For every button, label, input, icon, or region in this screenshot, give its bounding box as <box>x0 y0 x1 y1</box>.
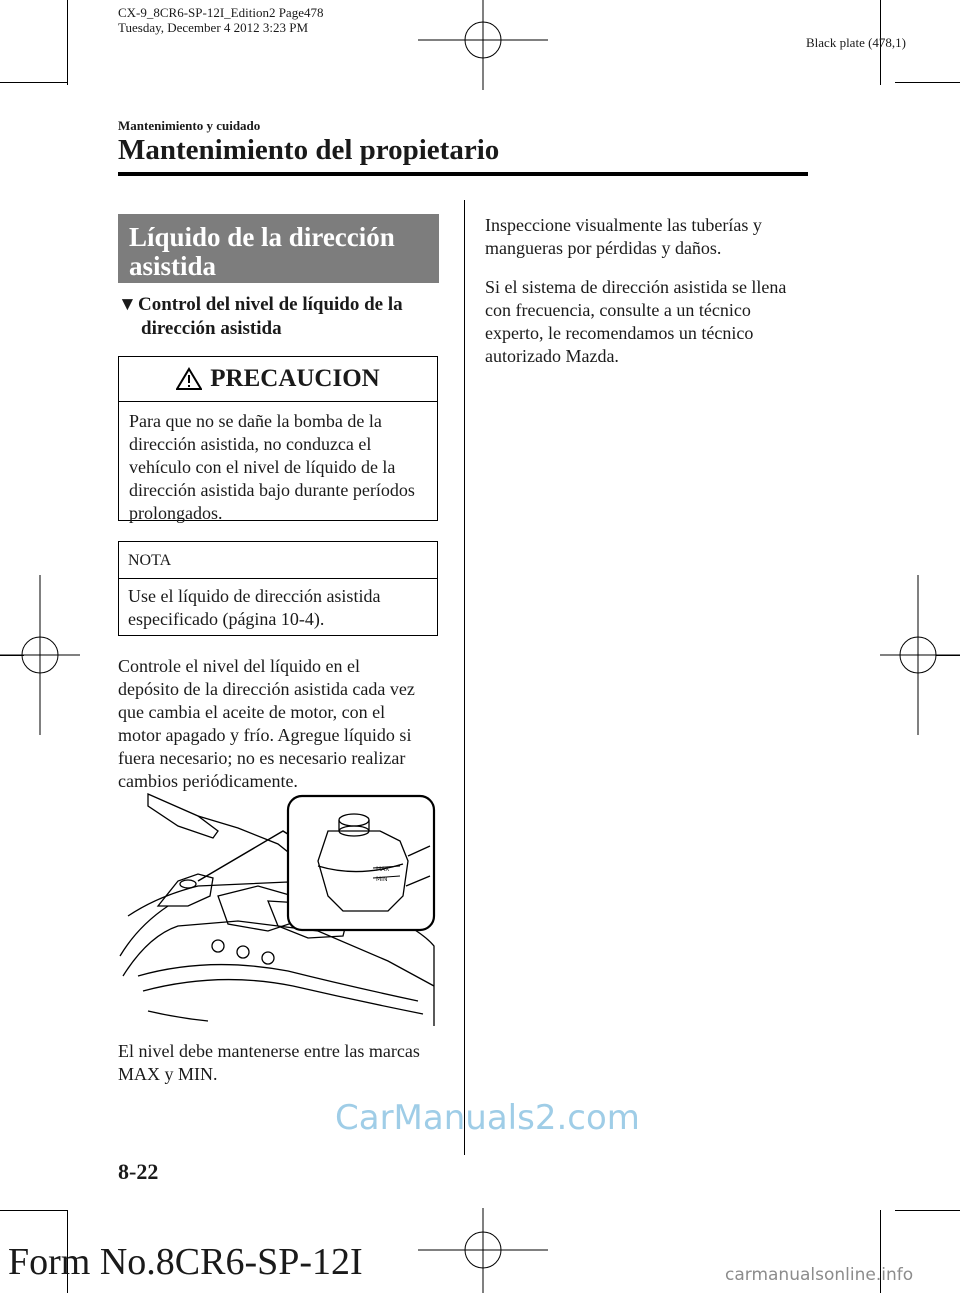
crop-mark <box>0 82 67 83</box>
title-rule <box>118 172 808 176</box>
registration-mark-bottom <box>418 1208 548 1293</box>
caution-line: Para que no se dañe la bomba de la <box>129 411 382 431</box>
callout-line <box>198 831 294 881</box>
site-watermark: carmanualsonline.info <box>725 1265 914 1285</box>
caution-header <box>119 357 437 402</box>
topic-heading <box>118 214 439 283</box>
illustration-caption <box>118 1040 448 1086</box>
subheading-line: Control del nivel de líquido de la <box>138 294 403 315</box>
caption-line: MAX y MIN. <box>118 1064 218 1084</box>
body-paragraph <box>118 655 448 793</box>
engine-block <box>218 886 298 931</box>
topic-heading-line: asistida <box>129 251 217 281</box>
watermark: CarManuals2.com <box>335 1098 640 1138</box>
min-mark-label: MIN <box>376 876 388 883</box>
body-paragraph <box>485 214 815 260</box>
note-title: NOTA <box>119 542 437 579</box>
caution-line: dirección asistida, no conduzca el <box>129 434 372 454</box>
chapter-title: Mantenimiento del propietario <box>118 134 500 166</box>
caution-line: vehículo con el nivel de líquido de la <box>129 457 396 477</box>
body-line: cambios periódicamente. <box>118 771 298 791</box>
body-line: motor apagado y frío. Agregue líquido si <box>118 725 412 745</box>
crop-mark <box>895 82 960 83</box>
page-number: 8-22 <box>118 1159 159 1184</box>
body-line: con frecuencia, consulte a un técnico <box>485 300 751 320</box>
body-line: depósito de la dirección asistida cada vez <box>118 679 415 699</box>
hood-outline <box>148 794 218 838</box>
note-line: Use el líquido de dirección asistida <box>128 586 381 606</box>
body-line: mangueras por pérdidas y daños. <box>485 238 722 258</box>
body-line: experto, le recomendamos un técnico <box>485 323 754 343</box>
plate-label: Black plate (478,1) <box>806 35 906 50</box>
max-mark-label: MAX <box>376 866 390 873</box>
caution-line: prolongados. <box>129 503 223 523</box>
body-line: Inspeccione visualmente las tuberías y <box>485 215 762 235</box>
registration-mark-top <box>418 0 548 90</box>
topic-heading-line: Líquido de la dirección <box>129 222 395 252</box>
registration-mark-right <box>880 575 960 735</box>
caption-line: El nivel debe mantenerse entre las marcas <box>118 1041 420 1061</box>
warning-icon <box>176 367 202 391</box>
note-box <box>118 541 438 636</box>
triangle-down-icon: ▼ <box>118 294 137 315</box>
print-info <box>118 5 323 35</box>
column-divider <box>464 200 465 1155</box>
hood-edge <box>198 816 293 856</box>
body-line: autorizado Mazda. <box>485 346 619 366</box>
subheading <box>118 293 448 341</box>
registration-mark-left <box>0 575 80 735</box>
body-paragraph <box>485 276 815 368</box>
subheading-line: dirección asistida <box>141 318 282 339</box>
body-line: que cambia el aceite de motor, con el <box>118 702 386 722</box>
print-info-line: CX-9_8CR6-SP-12I_Edition2 Page478 <box>118 5 324 20</box>
caution-text <box>119 402 437 533</box>
caution-line: dirección asistida bajo durante períodos <box>129 480 415 500</box>
form-number: Form No.8CR6-SP-12I <box>8 1241 363 1283</box>
body-line: Si el sistema de dirección asistida se llena <box>485 277 787 297</box>
section-label: Mantenimiento y cuidado <box>118 118 261 133</box>
engine-bay-illustration <box>118 786 440 1026</box>
crop-mark <box>0 1210 67 1211</box>
note-line: especificado (página 10-4). <box>128 609 325 629</box>
body-line: fuera necesario; no es necesario realizar <box>118 748 406 768</box>
crop-mark <box>895 1210 960 1211</box>
crop-mark <box>67 0 68 85</box>
caution-title: PRECAUCION <box>210 365 380 392</box>
caution-box <box>118 356 438 521</box>
body-line: Controle el nivel del líquido en el <box>118 656 360 676</box>
note-text <box>119 579 437 637</box>
print-info-line: Tuesday, December 4 2012 3:23 PM <box>118 20 309 35</box>
